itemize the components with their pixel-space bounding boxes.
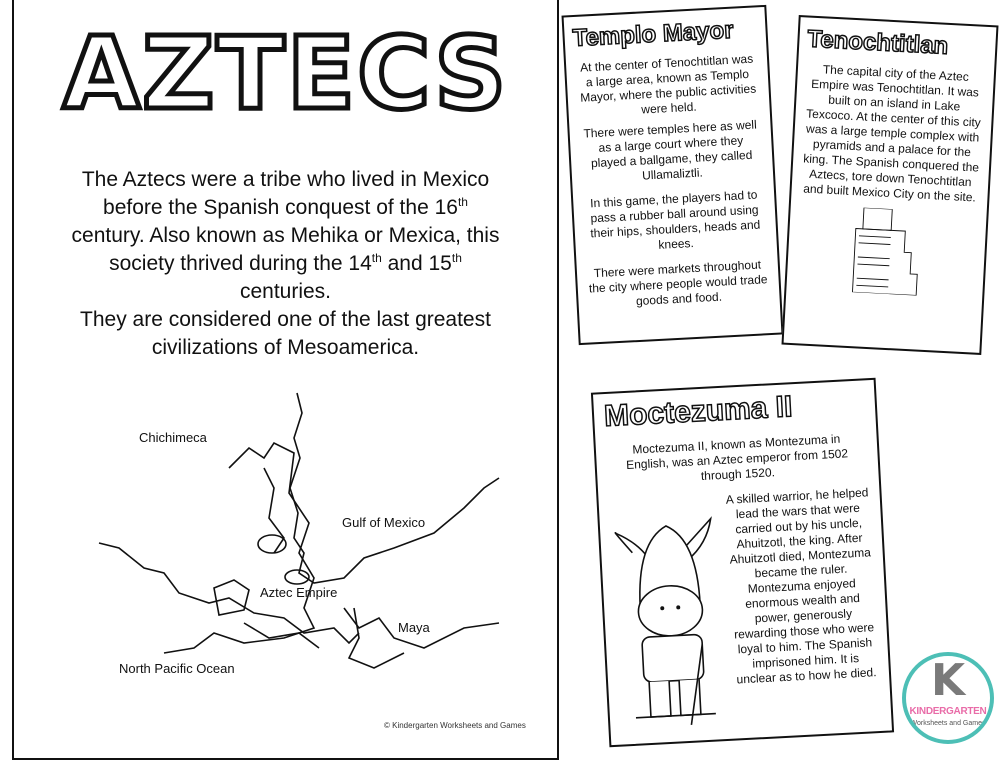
card-text: In this game, the players had to pass a rubber ball around using their hips, shoulders, heads and knees. xyxy=(589,187,761,252)
map-label-chichimeca: Chichimeca xyxy=(139,430,207,445)
logo-letter: K xyxy=(930,655,966,706)
intro-line: century. Also known as Mehika or Mexica, this xyxy=(71,224,500,247)
ordinal: th xyxy=(457,195,468,209)
map-label-pacific: North Pacific Ocean xyxy=(119,661,235,676)
intro-text xyxy=(23,166,548,362)
mexico-map xyxy=(14,378,557,748)
intro-line: They are considered one of the last greatest xyxy=(80,308,491,331)
intro-line: The Aztecs were a tribe who lived in Mexico xyxy=(81,168,490,191)
card-text: There were markets throughout the city where people would trade goods and food. xyxy=(588,257,768,309)
logo-word: KINDERGARTEN xyxy=(909,706,987,717)
intro-fragment: and 15 xyxy=(381,252,452,275)
intro-line xyxy=(23,250,548,278)
card-title: Tenochtitlan xyxy=(806,25,949,60)
map-label-aztec-empire: Aztec Empire xyxy=(260,585,338,600)
tenochtitlan-card xyxy=(782,15,999,355)
intro-line: civilizations of Mesoamerica. xyxy=(151,336,420,359)
intro-line xyxy=(23,194,548,222)
intro-fragment: society thrived during the 14 xyxy=(109,252,372,275)
ordinal: th xyxy=(451,251,462,265)
map-label-maya: Maya xyxy=(398,620,430,635)
intro-fragment: before the Spanish conquest of the 16 xyxy=(103,196,458,219)
ordinal: th xyxy=(371,251,382,265)
card-title: Templo Mayor xyxy=(572,16,735,53)
card-text: There were temples here as well as a large court where they played a ballgame, they called Ullamaliztli. xyxy=(583,117,758,183)
card-text: At the center of Tenochtitlan was a large area, known as Templo Mayor, where the public activities were held. xyxy=(579,51,757,117)
kindergarten-logo xyxy=(902,652,994,744)
moctezuma-illustration xyxy=(606,513,729,734)
logo-subtitle: Worksheets and Games xyxy=(910,720,986,727)
card-text: Moctezuma II, known as Montezuma in English, was an Aztec emperor from 1502 through 1520. xyxy=(625,431,849,484)
card-text: The capital city of the Aztec Empire was Tenochtitlan. It was built on an island in Lake Texcoco. At the center of this city was a large temple complex with pyramids and a palace for the king. The Spanish conquered the Aztecs, tore down Tenochtitlan and built Mexico City on the site. xyxy=(802,62,982,205)
card-text: A skilled warrior, he helped lead the wars that were carried out by his uncle, Ahuitzotl, the king. After Ahuitzotl died, Montezuma became the ruler. Montezuma enjoyed enormous wealth and power, generously rewarding those who were loyal to him. The Spanish imprisoned him. It is unclear as to how he died. xyxy=(725,485,877,687)
copyright: © Kindergarten Worksheets and Games xyxy=(384,721,526,730)
templo-mayor-card xyxy=(562,5,784,345)
pyramid-illustration xyxy=(839,207,933,297)
poster-title: AZTECS xyxy=(62,15,509,132)
moctezuma-card xyxy=(591,378,894,747)
card-title: Moctezuma II xyxy=(603,390,794,434)
aztecs-poster xyxy=(12,0,559,760)
intro-line: centuries. xyxy=(239,280,332,303)
map-label-gulf: Gulf of Mexico xyxy=(342,515,426,530)
